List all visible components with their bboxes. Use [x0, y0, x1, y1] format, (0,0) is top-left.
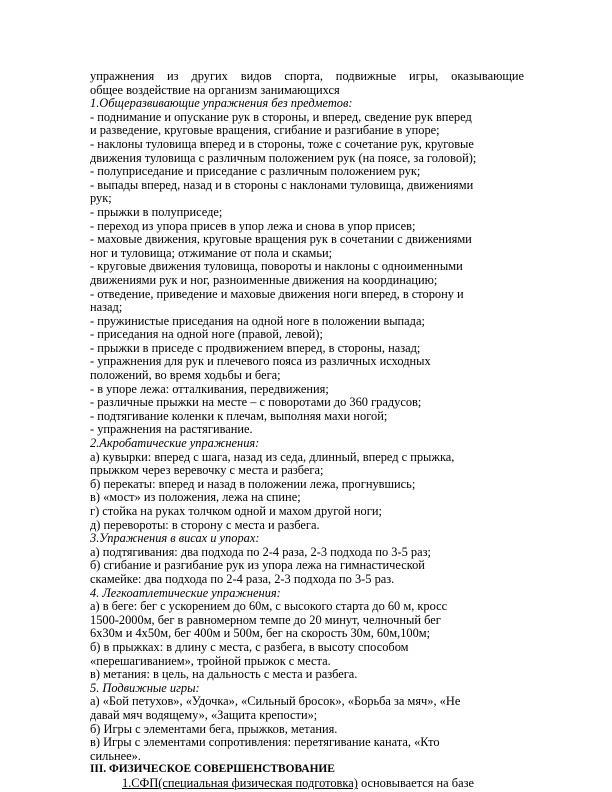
section-heading: 5. Подвижные игры:: [90, 681, 200, 695]
text-line: скамейке: два подхода по 2-4 раза, 2-3 подхода по 3-5 раз.: [90, 572, 395, 586]
document-body: [90, 70, 524, 791]
underlined-term: 1.СФП(специальная физическая подготовка): [122, 777, 358, 791]
text-line: в) Игры с элементами сопротивления: перетягивание каната, «Кто: [90, 736, 440, 750]
text-line: - прыжки в приседе с продвижением вперед, в стороны, назад;: [90, 341, 421, 355]
section-heading: 1.Общеразвивающие упражнения без предметов:: [90, 97, 353, 111]
text-line: и разведение, круговые вращения, сгибание и разгибание в упоре;: [90, 124, 440, 138]
text-line: а) подтягивания: два подхода по 2-4 раза, 2-3 подхода по 3-5 раз;: [90, 545, 431, 559]
text-line: г) стойка на руках толчком одной и махом другой ноги;: [90, 505, 382, 518]
text-line: - круговые движения туловища, повороты и наклоны с одноименными: [90, 260, 463, 274]
text-line: в) «мост» из положения, лежа на спине;: [90, 491, 301, 505]
text-line: - переход из упора присев в упор лежа и снова в упор присев;: [90, 219, 416, 233]
text-line: движениями рук и ног, разноименные движения на координацию;: [90, 273, 438, 287]
text-line: б) Игры с элементами бега, прыжков, метания.: [90, 722, 338, 736]
text-line: - выпады вперед, назад и в стороны с наклонами туловища, движениями: [90, 178, 474, 192]
text-line: - маховые движения, круговые вращения рук в сочетании с движениями: [90, 233, 472, 247]
text-line: а) в беге: бег с ускорением до 60м, с высокого старта до 60 м, кросс: [90, 600, 448, 614]
text-line: - в упоре лежа: отталкивания, передвижения;: [90, 382, 329, 396]
text-line: общее воздействие на организм занимающихся: [90, 83, 340, 97]
text-line: сильнее».: [90, 749, 141, 763]
text-line: - приседания на одной ноге (правой, левой);: [90, 328, 323, 342]
text-line: - упражнения для рук и плечевого пояса из различных исходных: [90, 355, 431, 369]
text-line: - прыжки в полуприседе;: [90, 205, 223, 219]
text-line: - пружинистые приседания на одной ноге в положении выпада;: [90, 314, 425, 328]
text-line: - подтягивание коленки к плечам, выполняя махи ногой;: [90, 409, 388, 423]
text-line: рук;: [90, 192, 112, 206]
text-line: давай мяч водящему», «Защита крепости»;: [90, 708, 318, 722]
text-line: б) перекаты: вперед и назад в положении лежа, прогнувшись;: [90, 477, 416, 491]
text-line: - поднимание и опускание рук в стороны, и вперед, сведение рук вперед: [90, 110, 472, 124]
text-line: движения туловища с различным положением рук (на поясе, за головой);: [90, 151, 477, 165]
text-line: а) кувырки: вперед с шага, назад из седа, длинный, вперед с прыжка,: [90, 450, 455, 464]
text-line: - наклоны туловища вперед и в стороны, тоже с сочетание рук, круговые: [90, 137, 474, 151]
text-line: - полуприседание и приседание с различным положением рук;: [90, 165, 421, 179]
text-line-tail: основывается на базе: [360, 777, 474, 791]
chapter-heading: III. ФИЗИЧЕСКОЕ СОВЕРШЕНСТВОВАНИЕ: [90, 763, 335, 776]
text-line: б) в прыжках: в длину с места, с разбега, в высоту способом: [90, 640, 409, 654]
text-line: а) «Бой петухов», «Удочка», «Сильный бросок», «Борьба за мяч», «Не: [90, 695, 461, 709]
text-line: положений, во время ходьбы и бега;: [90, 369, 281, 383]
text-line: упражнения из других видов спорта, подвижные игры, оказывающие: [90, 70, 524, 83]
text-line: [90, 777, 524, 791]
text-line: прыжком через веревочку с места и разбега;: [90, 464, 324, 478]
text-line: - упражнения на растягивание.: [90, 423, 253, 437]
text-line: в) метания: в цель, на дальность с места и разбега.: [90, 668, 358, 682]
text-line: - отведение, приведение и маховые движения ноги вперед, в сторону и: [90, 287, 464, 301]
section-heading: 2.Акробатические упражнения:: [90, 437, 260, 451]
section-heading: 3.Упражнения в висах и упорах:: [90, 532, 260, 546]
section-heading: 4. Легкоатлетические упражнения:: [90, 586, 281, 600]
text-line: 1500-2000м, бег в равномерном темпе до 20 минут, челночный бег: [90, 613, 441, 627]
text-line: 6х30м и 4х50м, бег 400м и 500м, бег на скорость 30м, 60м,100м;: [90, 627, 431, 641]
text-line: назад;: [90, 301, 123, 315]
text-line: - различные прыжки на месте – с поворотами до 360 градусов;: [90, 396, 422, 410]
text-line: б) сгибание и разгибание рук из упора лежа на гимнастической: [90, 559, 425, 573]
text-line: ног и туловища; отжимание от пола и скамьи;: [90, 246, 333, 260]
text-line: д) перевороты: в сторону с места и разбега.: [90, 518, 320, 532]
text-line: «перешагиванием», тройной прыжок с места.: [90, 654, 331, 668]
